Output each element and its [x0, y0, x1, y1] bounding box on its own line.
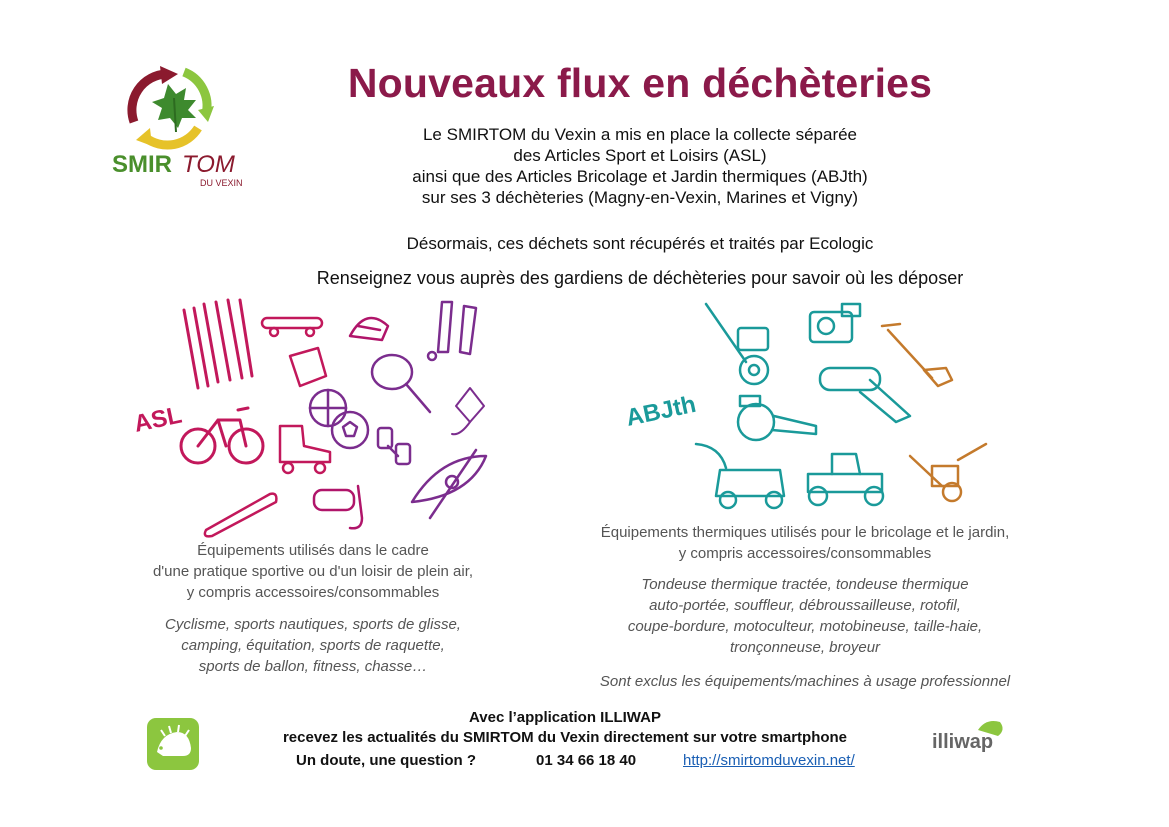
snorkel-mask-icon [314, 486, 362, 528]
soccer-ball-icon [332, 412, 368, 448]
abjth-illustration [620, 296, 1000, 514]
page-title: Nouveaux flux en déchèteries [347, 60, 933, 106]
lawn-mower-icon [696, 444, 784, 508]
asl-illustration [130, 296, 510, 538]
intro-line: ainsi que des Articles Bricolage et Jardin thermiques (ABJth) [412, 167, 868, 186]
ecologic-note: Désormais, ces déchets sont récupérés et traités par Ecologic [406, 234, 874, 253]
asl-desc-line: y compris accessoires/consommables [186, 584, 440, 601]
rotavator-icon [910, 444, 986, 501]
skis-icon [184, 300, 252, 388]
leaf-blower-icon [738, 396, 816, 440]
recycle-leaf-icon [106, 62, 266, 190]
dumbbell-icon [378, 428, 410, 464]
logo-word-a: SMIR [112, 151, 172, 178]
asl-example-line: sports de ballon, fitness, chasse… [198, 658, 428, 675]
brush-cutter-icon [882, 324, 952, 386]
illiwap-logo [930, 716, 1012, 762]
abjth-desc-line: Équipements thermiques utilisés pour le bricolage et le jardin, [600, 524, 1010, 541]
logo-sub: DU VEXIN [200, 178, 243, 188]
skateboard-icon [262, 318, 322, 336]
app-promo-text: recevez les actualités du SMIRTOM du Vexin directement sur votre smartphone [282, 729, 848, 746]
intro-text [300, 124, 980, 208]
abjth-example-line: tronçonneuse, broyeur [729, 639, 881, 656]
abjth-examples [530, 574, 1080, 658]
app-promo-title: Avec l’application ILLIWAP [469, 709, 661, 726]
abjth-label: ABJth [623, 390, 699, 432]
asl-description [100, 540, 526, 603]
roller-skate-icon [280, 426, 330, 473]
abjth-exclusion: Sont exclus les équipements/machines à usage professionnel [599, 673, 1011, 690]
asl-example-line: camping, équitation, sports de raquette, [181, 637, 445, 654]
flippers-icon [438, 302, 476, 354]
website-link[interactable]: http://smirtomduvexin.net/ [683, 752, 855, 769]
abjth-example-line: auto-portée, souffleur, débroussailleuse, rotofil, [649, 597, 961, 614]
asl-label: ASL [131, 401, 185, 438]
asl-desc-line: Équipements utilisés dans le cadre [197, 542, 429, 559]
asl-examples [100, 614, 526, 677]
motor-pump-icon [810, 304, 860, 342]
knee-pad-icon [290, 348, 326, 386]
chainsaw-icon [820, 368, 910, 422]
intro-line: sur ses 3 déchèteries (Magny-en-Vexin, Marines et Vigny) [421, 188, 859, 207]
guardian-note: Renseignez vous auprès des gardiens de déchèteries pour savoir où les déposer [316, 268, 964, 288]
abjth-desc-line: y compris accessoires/consommables [678, 545, 932, 562]
asl-example-line: Cyclisme, sports nautiques, sports de glisse, [165, 616, 461, 633]
phone-number[interactable]: 01 34 66 18 40 [536, 752, 637, 769]
kite-icon [452, 388, 484, 434]
intro-line: des Articles Sport et Loisirs (ASL) [513, 146, 767, 165]
illiwap-wordmark: illiwap [932, 731, 994, 753]
basketball-icon [310, 390, 346, 426]
abjth-description [530, 522, 1080, 564]
question-label: Un doute, une question ? [296, 752, 476, 769]
tennis-racket-icon [372, 352, 436, 412]
kayak-icon [412, 450, 486, 518]
logo-word-b: TOM [182, 151, 235, 178]
ride-on-mower-icon [808, 454, 883, 505]
abjth-example-line: coupe-bordure, motoculteur, motobineuse, taille-haie, [627, 618, 983, 635]
helmet-icon [350, 318, 388, 340]
tiller-icon [706, 304, 768, 384]
intro-line: Le SMIRTOM du Vexin a mis en place la collecte séparée [422, 125, 858, 144]
abjth-example-line: Tondeuse thermique tractée, tondeuse thermique [641, 576, 969, 593]
hedgehog-icon [147, 718, 199, 770]
bicycle-icon [181, 408, 263, 463]
snowboard-icon [205, 494, 277, 537]
asl-desc-line: d'une pratique sportive ou d'un loisir de plein air, [152, 563, 474, 580]
smirtom-logo [106, 62, 266, 190]
